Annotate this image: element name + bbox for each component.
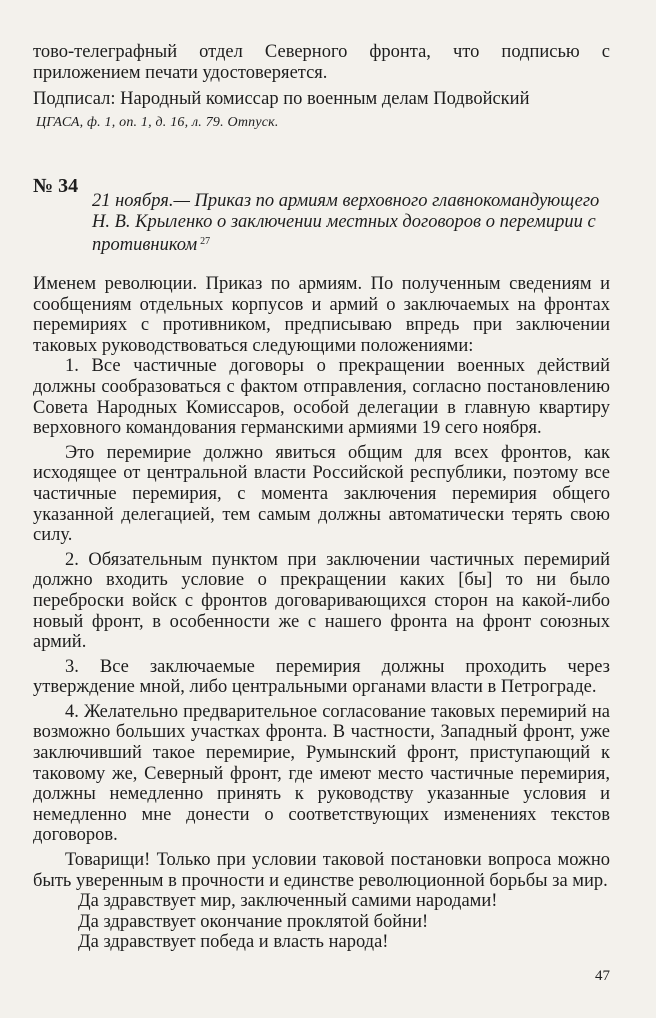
paragraph-point-2: 2. Обязательным пунктом при заключении частичных перемирий должно входить условие о прекращении каких [бы] то ни было переброски войск с фронтов договаривающихся сторон на какой-либо новый фронт, в особенности же с нашего фронта на фронт союзных армий. (33, 549, 610, 653)
document-heading (92, 191, 606, 256)
paragraph-point-3: 3. Все заключаемые перемирия должны проходить через утверждение мной, либо центральными органами власти в Петрограде. (33, 656, 610, 698)
paragraph-point-4: 4. Желательно предварительное согласование таковых перемирий на возможно больших участках фронта. В частности, Западный фронт, уже заключивший такое перемирие, Румынский фронт, приступающий к таковому же, Северный фронт, где имеют место частичные перемирия, должны немедленно принять к руководству указанные условия и немедленно мне донести о соответствующих изменениях текстов договоров. (33, 701, 610, 846)
paragraph-point-1-continued: Это перемирие должно явиться общим для всех фронтов, как исходящее от центральной власти Российской республики, поэтому все частичные перемирия, с момента заключения перемирия общего указанной делегацией, тем самым должны автоматически терять свою силу. (33, 442, 610, 546)
order-body (33, 274, 610, 953)
paragraph-point-1: 1. Все частичные договоры о прекращении военных действий должны сообразоваться с фактом отправления, согласно постановлению Совета Народных Комиссаров, особой делегации в главную квартиру верховного командования германскими армиями 19 сего ноября. (33, 356, 610, 439)
archive-reference: ЦГАСА, ф. 1, оп. 1, д. 16, л. 79. Отпуск. (36, 114, 279, 130)
page-number: 47 (595, 968, 610, 984)
continuation-text: тово-телеграфный отдел Северного фронта, что подписью с приложением печати удостоверяется. (33, 42, 610, 83)
slogan-end-of-war: Да здравствует окончание проклятой бойни! (78, 911, 429, 932)
signature-line: Подписал: Народный комиссар по военным делам Подвойский (33, 89, 530, 110)
paragraph-appeal: Товарищи! Только при условии таковой постановки вопроса можно быть уверенным в прочности и единстве революционной борьбы за мир. (33, 850, 610, 891)
previous-document-ending (33, 42, 610, 132)
heading-text: 21 ноября.— Приказ по армиям верховного главнокомандующего Н. В. Крыленко о заключении местных договоров о перемирии с противником (92, 191, 600, 256)
document-number: № 34 (33, 175, 79, 197)
paragraph-preamble: Именем революции. Приказ по армиям. По полученным сведениям и сообщениям отдельных корпусов и армий о заключаемых на фронтах перемириях с противником, предписываю впредь при заключении таковых руководствоваться следующими положениями: (33, 274, 610, 356)
footnote-marker: 27 (200, 236, 211, 248)
slogan-peace: Да здравствует мир, заключенный самими народами! (78, 891, 498, 912)
slogan-victory: Да здравствует победа и власть народа! (78, 932, 389, 953)
